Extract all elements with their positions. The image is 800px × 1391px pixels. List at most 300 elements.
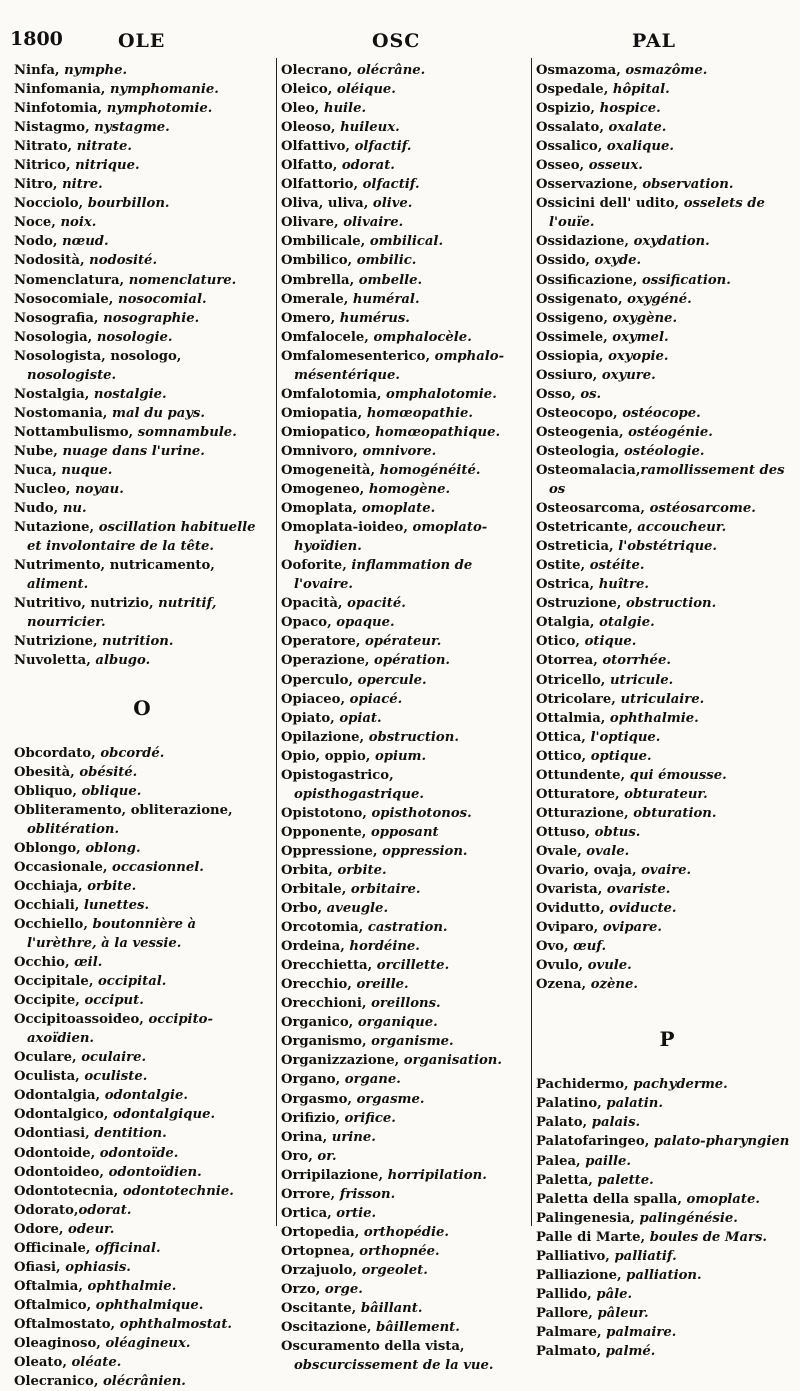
dictionary-entry <box>536 1113 798 1132</box>
entry-translation: organique. <box>357 1015 438 1031</box>
dictionary-entry <box>14 137 270 156</box>
entry-translation: nutritif, nourricier. <box>27 596 217 631</box>
dictionary-entry <box>14 1182 270 1201</box>
entry-translation: officinal. <box>95 1240 161 1256</box>
dictionary-entry <box>281 1185 527 1204</box>
entry-headword: Odontalgia, <box>14 1088 105 1104</box>
dictionary-entry <box>281 404 527 423</box>
entry-translation: l'obstétrique. <box>618 539 718 555</box>
dictionary-entry <box>281 766 527 804</box>
entry-translation: huile. <box>323 101 367 117</box>
dictionary-entry <box>536 423 798 442</box>
dictionary-entry <box>14 1239 270 1258</box>
entry-translation: palingénésie. <box>639 1210 738 1226</box>
entry-translation: qui émousse. <box>629 767 727 783</box>
entry-headword: Occhiali, <box>14 897 84 913</box>
dictionary-entry <box>536 194 798 232</box>
entry-translation: opercule. <box>357 672 427 688</box>
entry-headword: Omogeneo, <box>281 482 369 498</box>
dictionary-entry <box>281 461 527 480</box>
entry-translation: odeur. <box>68 1221 115 1237</box>
entry-translation: oppression. <box>382 843 468 859</box>
dictionary-entry <box>281 842 527 861</box>
dictionary-entry <box>536 842 798 861</box>
entry-translation: nymphe. <box>64 63 128 78</box>
dictionary-entry <box>14 480 270 499</box>
entry-headword: Nutritivo, nutrizio, <box>14 596 159 612</box>
entry-translation: nosocomial. <box>118 291 207 307</box>
entry-translation: homœopathique. <box>375 424 501 440</box>
entry-headword: Orbitale, <box>281 882 351 898</box>
entry-translation: nitrique. <box>75 158 140 174</box>
entry-translation: palais. <box>591 1115 641 1131</box>
dictionary-entry <box>281 1147 527 1166</box>
entry-headword: Oblongo, <box>14 840 86 856</box>
header-left-word: OLE <box>118 30 166 52</box>
entry-translation: odontoïde. <box>99 1145 179 1161</box>
entry-headword: Organico, <box>281 1015 358 1031</box>
entry-translation: oculaire. <box>81 1050 147 1066</box>
dictionary-entry <box>14 1296 270 1315</box>
entry-translation: ovule. <box>587 958 632 974</box>
entry-translation: observation. <box>642 177 734 193</box>
entry-headword: Occasionale, <box>14 859 113 875</box>
dictionary-entry <box>281 99 527 118</box>
dictionary-entry <box>536 1171 798 1190</box>
entry-headword: Omoplata, <box>281 501 362 517</box>
entry-translation: boutonnière à l'urèthre, à la vessie. <box>27 916 197 952</box>
entry-list <box>536 61 798 994</box>
entry-headword: Ombrella, <box>281 272 359 288</box>
dictionary-entry <box>14 1086 270 1105</box>
dictionary-entry <box>14 858 270 877</box>
dictionary-entry <box>281 213 527 232</box>
dictionary-entry <box>281 442 527 461</box>
entry-translation: palmaire. <box>606 1324 677 1340</box>
dictionary-entry <box>536 1209 798 1228</box>
entry-translation: ovariste. <box>606 882 671 898</box>
entry-headword: Olfatto, <box>281 158 342 174</box>
dictionary-entry <box>14 1163 270 1182</box>
dictionary-entry <box>536 271 798 290</box>
dictionary-entry <box>14 1067 270 1086</box>
dictionary-entry <box>281 290 527 309</box>
entry-list <box>14 61 270 671</box>
entry-translation: hospice. <box>599 101 661 117</box>
entry-translation: ombilical. <box>369 234 444 250</box>
dictionary-entry <box>536 1266 798 1285</box>
dictionary-entry <box>14 632 270 651</box>
entry-headword: Ossigenato, <box>536 291 628 307</box>
dictionary-entry <box>14 1144 270 1163</box>
dictionary-entry <box>14 1201 270 1220</box>
entry-headword: Odore, <box>14 1221 69 1237</box>
entry-translation: opisthogastrique. <box>294 786 424 802</box>
dictionary-entry <box>14 61 270 80</box>
entry-headword: Nocciolo, <box>14 196 88 212</box>
entry-headword: Orina, <box>281 1129 332 1145</box>
entry-translation: otique. <box>584 634 637 650</box>
entry-translation: obstruction. <box>626 596 717 612</box>
entry-headword: Oftalmia, <box>14 1278 88 1294</box>
entry-headword: Ottica, <box>536 729 591 745</box>
entry-headword: Oleaginoso, <box>14 1336 106 1351</box>
entry-translation: aveugle. <box>326 901 389 917</box>
dictionary-entry <box>536 385 798 404</box>
entry-translation: ostéite. <box>589 558 645 574</box>
dictionary-entry <box>281 1337 527 1375</box>
entry-headword: Odorato, <box>14 1202 79 1218</box>
dictionary-entry <box>281 556 527 594</box>
entry-headword: Nosografia, <box>14 310 104 326</box>
dictionary-entry <box>536 290 798 309</box>
dictionary-entry <box>536 1304 798 1323</box>
entry-translation: huileux. <box>340 120 400 136</box>
entry-headword: Oleoso, <box>281 120 341 136</box>
entry-translation: castration. <box>367 920 448 936</box>
column-divider-left <box>276 58 277 1226</box>
entry-translation: palliatif. <box>614 1248 677 1264</box>
dictionary-entry <box>536 690 798 709</box>
entry-translation: humérus. <box>339 310 410 326</box>
section-letter-o: O <box>133 695 151 720</box>
entry-headword: Odontiasi, <box>14 1126 95 1142</box>
entry-headword: Nuca, <box>14 462 62 478</box>
entry-headword: Orrore, <box>281 1186 340 1202</box>
entry-translation: organisation. <box>403 1053 502 1069</box>
dictionary-entry <box>281 594 527 613</box>
entry-translation: osmazôme. <box>625 63 708 78</box>
dictionary-entry <box>281 385 527 404</box>
entry-headword: Organo, <box>281 1072 345 1088</box>
dictionary-entry <box>14 213 270 232</box>
entry-headword: Operatore, <box>281 634 365 650</box>
entry-headword: Oleato, <box>14 1355 72 1371</box>
entry-translation: odorat. <box>78 1202 132 1218</box>
entry-translation: nymphotomie. <box>106 101 213 117</box>
entry-translation: olive. <box>372 196 413 212</box>
entry-translation: orthopnée. <box>359 1243 440 1259</box>
dictionary-entry <box>14 1334 270 1353</box>
entry-translation: os. <box>580 386 602 402</box>
entry-headword: Palliazione, <box>536 1267 627 1283</box>
entry-translation: homogène. <box>368 482 451 498</box>
entry-headword: Osso, <box>536 386 581 402</box>
entry-headword: Opiato, <box>281 710 340 726</box>
entry-headword: Omiopatico, <box>281 424 376 440</box>
entry-translation: œuf. <box>573 939 607 955</box>
entry-headword: Orgasmo, <box>281 1091 357 1107</box>
entry-headword: Opiaceo, <box>281 691 350 707</box>
entry-headword: Omogeneità, <box>281 462 380 478</box>
entry-headword: Ortopedia, <box>281 1224 364 1240</box>
entry-headword: Olfattorio, <box>281 177 363 193</box>
entry-headword: Opistotono, <box>281 805 372 821</box>
dictionary-entry <box>281 61 527 80</box>
entry-headword: Obliquo, <box>14 783 82 799</box>
entry-headword: Ottundente, <box>536 767 630 783</box>
entry-translation: olécrâne. <box>356 63 426 78</box>
entry-translation: oviducte. <box>609 901 677 917</box>
entry-translation: ozène. <box>590 977 638 993</box>
dictionary-entry <box>281 1128 527 1147</box>
dictionary-entry <box>536 156 798 175</box>
entry-headword: Otturazione, <box>536 805 634 821</box>
dictionary-entry <box>281 1299 527 1318</box>
entry-headword: Ostruzione, <box>536 596 626 612</box>
entry-headword: Palle di Marte, <box>536 1229 650 1245</box>
entry-translation: dentition. <box>94 1126 167 1142</box>
section-letter-p: P <box>659 1027 675 1052</box>
dictionary-entry <box>281 651 527 670</box>
entry-headword: Orecchio, <box>281 977 357 993</box>
entry-headword: Palatino, <box>536 1096 607 1112</box>
entry-translation: oxalate. <box>608 120 667 136</box>
entry-translation: utriculaire. <box>620 691 705 707</box>
dictionary-entry <box>536 80 798 99</box>
entry-headword: Ottico, <box>536 748 591 764</box>
entry-translation: albugo. <box>95 653 151 669</box>
entry-translation: orbite. <box>87 878 137 894</box>
dictionary-entry <box>281 728 527 747</box>
entry-translation: occasionnel. <box>112 859 204 875</box>
entry-headword: Oculista, <box>14 1069 85 1085</box>
entry-headword: Ninfa, <box>14 63 65 78</box>
entry-translation: nosologie. <box>96 329 173 345</box>
entry-headword: Ombilico, <box>281 253 357 269</box>
dictionary-entry <box>536 347 798 366</box>
entry-translation: oxalique. <box>606 139 674 155</box>
entry-translation: ostéologie. <box>623 443 705 459</box>
dictionary-entry <box>536 118 798 137</box>
entry-translation: paille. <box>585 1153 632 1169</box>
entry-translation: noix. <box>60 215 97 231</box>
entry-headword: Palliativo, <box>536 1248 615 1264</box>
dictionary-entry <box>536 61 798 80</box>
entry-translation: omoplato-hyoïdien. <box>294 520 488 555</box>
entry-translation: accoucheur. <box>637 520 727 536</box>
dictionary-entry <box>281 1223 527 1242</box>
entry-headword: Occhio, <box>14 955 75 971</box>
entry-headword: Operculo, <box>281 672 358 688</box>
entry-headword: Oliva, uliva, <box>281 196 373 212</box>
entry-translation: ostéogénie. <box>628 424 713 440</box>
page-number: 1800 <box>10 28 63 50</box>
entry-translation: omnivore. <box>362 443 437 459</box>
dictionary-entry <box>536 137 798 156</box>
entry-translation: ophthalmique. <box>95 1297 204 1313</box>
dictionary-entry <box>14 118 270 137</box>
entry-headword: Omfalocele, <box>281 329 374 345</box>
entry-translation: palato-pharyngien <box>653 1134 790 1150</box>
dictionary-entry <box>14 518 270 556</box>
entry-translation: ostéocope. <box>622 405 701 421</box>
entry-translation: omphalotomie. <box>386 386 497 402</box>
dictionary-entry <box>536 613 798 632</box>
entry-translation: odontalgique. <box>112 1107 216 1123</box>
entry-translation: occipito-axoïdien. <box>27 1012 213 1047</box>
dictionary-entry <box>536 1075 798 1094</box>
entry-headword: Occhiello, <box>14 916 93 932</box>
entry-headword: Nutrimento, nutricamento, <box>14 558 215 574</box>
dictionary-entry <box>281 499 527 518</box>
entry-translation: ophthalmie. <box>87 1278 177 1294</box>
entry-headword: Ovarista, <box>536 882 607 898</box>
entry-translation: orbitaire. <box>350 882 421 898</box>
entry-translation: oxygéné. <box>627 291 692 307</box>
entry-translation: nitrate. <box>76 139 132 155</box>
entry-translation: organe. <box>344 1072 401 1088</box>
entry-headword: Ortopnea, <box>281 1243 360 1259</box>
dictionary-entry <box>281 309 527 328</box>
entry-headword: Ossiuro, <box>536 367 602 383</box>
entry-translation: ovipare. <box>602 920 663 936</box>
entry-headword: Otricolare, <box>536 691 621 707</box>
dictionary-entry <box>281 518 527 556</box>
entry-headword: Nitrico, <box>14 158 76 174</box>
dictionary-entry <box>536 1132 798 1151</box>
entry-translation: nystagme. <box>94 120 170 136</box>
entry-headword: Nucleo, <box>14 482 76 498</box>
entry-headword: Nottambulismo, <box>14 424 138 440</box>
dictionary-entry <box>281 804 527 823</box>
dictionary-entry <box>14 80 270 99</box>
entry-headword: Palmare, <box>536 1324 607 1340</box>
dictionary-entry <box>536 575 798 594</box>
dictionary-entry <box>14 290 270 309</box>
entry-translation: opium. <box>374 748 427 764</box>
entry-headword: Orifizio, <box>281 1110 345 1126</box>
entry-headword: Opponente, <box>281 824 371 840</box>
entry-headword: Opio, oppio, <box>281 748 375 764</box>
entry-headword: Otalgia, <box>536 615 600 631</box>
dictionary-entry <box>281 156 527 175</box>
entry-translation: orifice. <box>344 1110 396 1126</box>
entry-translation: olivaire. <box>343 215 404 231</box>
entry-translation: opiacé. <box>349 691 403 707</box>
dictionary-entry <box>14 1220 270 1239</box>
entry-headword: Osmazoma, <box>536 63 626 78</box>
dictionary-entry <box>536 1228 798 1247</box>
dictionary-entry <box>536 175 798 194</box>
entry-headword: Orcotomia, <box>281 920 368 936</box>
dictionary-entry <box>281 937 527 956</box>
entry-translation: orcillette. <box>376 958 450 974</box>
entry-headword: Omoplata-ioideo, <box>281 520 413 536</box>
dictionary-entry <box>536 1190 798 1209</box>
entry-headword: Ostreticia, <box>536 539 619 555</box>
dictionary-entry <box>14 782 270 801</box>
entry-translation: huméral. <box>352 291 420 307</box>
entry-headword: Osservazione, <box>536 177 643 193</box>
entry-headword: Palatofaringeo, <box>536 1134 654 1150</box>
dictionary-entry <box>536 956 798 975</box>
entry-translation: obturateur. <box>624 786 708 802</box>
entry-translation: olfactif. <box>362 177 420 193</box>
entry-translation: or. <box>317 1148 337 1164</box>
entry-headword: Ospizio, <box>536 101 600 117</box>
entry-translation: opposant <box>370 824 439 840</box>
entry-headword: Ottalmia, <box>536 710 610 726</box>
entry-translation: nitre. <box>62 177 103 193</box>
dictionary-entry <box>281 823 527 842</box>
dictionary-entry <box>14 839 270 858</box>
dictionary-entry <box>536 461 798 499</box>
column-left <box>14 61 270 1391</box>
dictionary-entry <box>281 480 527 499</box>
entry-translation: palliation. <box>626 1267 702 1283</box>
entry-headword: Opaco, <box>281 615 337 631</box>
entry-headword: Pallore, <box>536 1305 598 1321</box>
entry-headword: Orbita, <box>281 862 338 878</box>
entry-headword: Nodosità, <box>14 253 90 269</box>
entry-headword: Ossidazione, <box>536 234 634 250</box>
entry-translation: oléagineux. <box>105 1336 191 1351</box>
entry-translation: oxygène. <box>612 310 678 326</box>
dictionary-entry <box>14 499 270 518</box>
entry-translation: hôpital. <box>612 82 670 98</box>
entry-headword: Nitro, <box>14 177 63 193</box>
dictionary-entry <box>536 251 798 270</box>
entry-list <box>281 61 527 1375</box>
running-header <box>0 28 800 56</box>
entry-headword: Oscuramento della vista, <box>281 1339 465 1355</box>
entry-translation: ophiasis. <box>65 1259 131 1275</box>
entry-translation: orgeolet. <box>361 1262 428 1278</box>
column-center <box>281 61 527 1375</box>
entry-translation: pâleur. <box>597 1305 649 1321</box>
entry-headword: Otricello, <box>536 672 610 688</box>
entry-translation: utricule. <box>609 672 674 688</box>
entry-headword: Ostetricante, <box>536 520 638 536</box>
dictionary-entry <box>14 1010 270 1048</box>
dictionary-entry <box>281 175 527 194</box>
entry-headword: Ofiasi, <box>14 1259 66 1275</box>
entry-translation: oblong. <box>85 840 141 856</box>
entry-headword: Nutazione, <box>14 520 99 536</box>
entry-translation: omoplate. <box>686 1191 760 1207</box>
dictionary-entry <box>14 328 270 347</box>
entry-translation: ophthalmie. <box>609 710 699 726</box>
dictionary-entry <box>281 918 527 937</box>
entry-translation: hordéine. <box>349 939 420 955</box>
entry-translation: ortie. <box>336 1205 377 1221</box>
column-right <box>536 61 798 1361</box>
dictionary-entry <box>14 953 270 972</box>
entry-headword: Odontoide, <box>14 1145 100 1161</box>
entry-headword: Nistagmo, <box>14 120 95 136</box>
entry-headword: Opilazione, <box>281 729 369 745</box>
entry-headword: Pallido, <box>536 1286 597 1302</box>
entry-translation: bâillant. <box>360 1301 423 1317</box>
dictionary-entry <box>281 1013 527 1032</box>
dictionary-entry <box>14 156 270 175</box>
entry-translation: boules de Mars. <box>649 1229 768 1245</box>
entry-translation: opaque. <box>336 615 395 631</box>
dictionary-entry <box>281 232 527 251</box>
entry-headword: Oscitazione, <box>281 1320 377 1336</box>
entry-headword: Paletta, <box>536 1172 598 1188</box>
dictionary-entry <box>536 1094 798 1113</box>
dictionary-entry <box>536 918 798 937</box>
entry-translation: odorat. <box>341 158 395 174</box>
entry-translation: homœopathie. <box>366 405 473 421</box>
entry-headword: Ossido, <box>536 253 595 269</box>
entry-translation: odontalgie. <box>104 1088 188 1104</box>
entry-headword: Ombilicale, <box>281 234 370 250</box>
entry-translation: oléique. <box>336 82 396 98</box>
entry-translation: obésité. <box>79 764 138 780</box>
